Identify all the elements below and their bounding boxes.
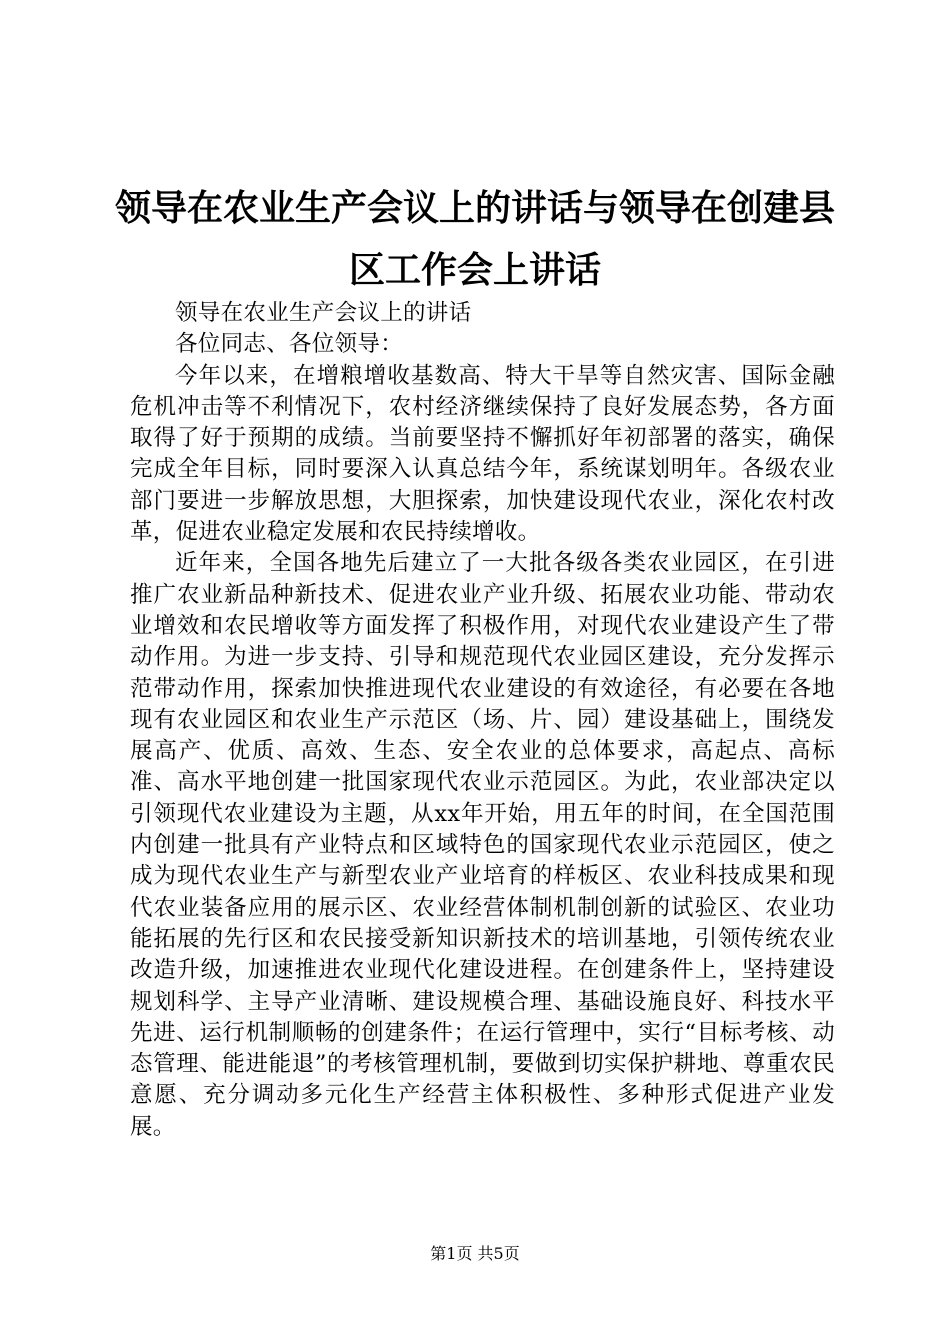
document-title-line-2: 区工作会上讲话 <box>348 249 601 291</box>
paragraph: 今年以来，在增粮增收基数高、特大干旱等自然灾害、国际金融危机冲击等不利情况下，农村经济继续保持了良好发展态势，各方面取得了好于预期的成绩。当前要坚持不懈抓好年初部署的落实，确保完成全年目标，同时要深入认真总结今年，系统谋划明年。各级农业部门要进一步解放思想，大胆探索，加快建设现代农业，深化农村改革，促进农业稳定发展和农民持续增收。 <box>130 362 835 546</box>
paragraph: 近年来，全国各地先后建立了一大批各级各类农业园区，在引进推广农业新品种新技术、促进农业产业升级、拓展农业功能、带动农业增效和农民增收等方面发挥了积极作用，对现代农业建设产生了带动作用。为进一步支持、引导和规范现代农业园区建设，充分发挥示范带动作用，探索加快推进现代农业建设的有效途径，有必要在各地现有农业园区和农业生产示范区（场、片、园）建设基础上，围绕发展高产、优质、高效、生态、安全农业的总体要求，高起点、高标准、高水平地创建一批国家现代农业示范园区。为此，农业部决定以引领现代农业建设为主题，从xx年开始，用五年的时间，在全国范围内创建一批具有产业特点和区域特色的国家现代农业示范园区，使之成为现代农业生产与新型农业产业培育的样板区、农业科技成果和现代农业装备应用的展示区、农业经营体制机制创新的试验区、农业功能拓展的先行区和农民接受新知识新技术的培训基地，引领传统农业改造升级，加速推进农业现代化建设进程。在创建条件上，坚持建设规划科学、主导产业清晰、建设规模合理、基础设施良好、科技水平先进、运行机制顺畅的创建条件；在运行管理中，实行“目标考核、动态管理、能进能退”的考核管理机制，要做到切实保护耕地、尊重农民意愿、充分调动多元化生产经营主体积极性、多种形式促进产业发展。 <box>130 550 835 1140</box>
page-number-footer: 第1页 共5页 <box>430 1244 520 1263</box>
document-title-line-1: 领导在农业生产会议上的讲话与领导在创建县 <box>114 187 835 229</box>
salutation: 各位同志、各位领导： <box>175 331 404 358</box>
document-body <box>130 298 835 1143</box>
subheading: 领导在农业生产会议上的讲话 <box>175 300 472 326</box>
